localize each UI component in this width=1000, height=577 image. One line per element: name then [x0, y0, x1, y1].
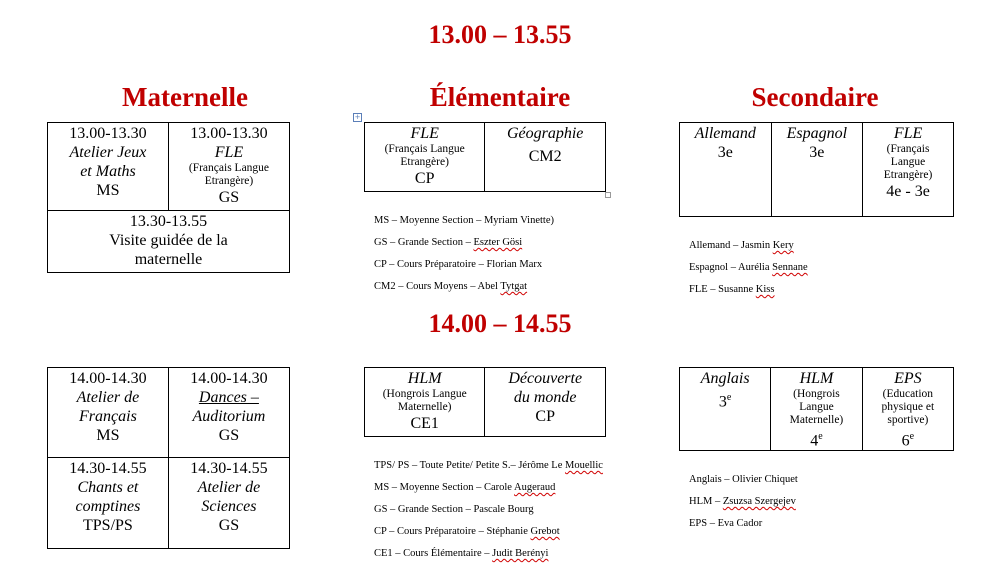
section-title-elementaire: Élémentaire	[429, 82, 571, 112]
secondaire-legend-1	[689, 240, 949, 306]
cell-espagnol: Espagnol 3e	[771, 123, 863, 217]
maternelle-table-2	[47, 367, 290, 549]
legend-item: MS – Moyenne Section – Carole Augeraud	[374, 482, 556, 493]
cell-allemand: Allemand 3e	[680, 123, 772, 217]
cell-anglais: Anglais 3e	[680, 368, 771, 451]
cell-chants: 14.30-14.55 Chants et comptines TPS/PS	[48, 458, 169, 549]
cell-geographie: Géographie CM2	[485, 123, 606, 192]
legend-item: Anglais – Olivier Chiquet	[689, 474, 798, 485]
legend-item: Espagnol – Aurélia Sennane	[689, 262, 808, 273]
cell-dances: 14.00-14.30 Dances – Auditorium GS	[168, 368, 289, 458]
legend-item: Allemand – Jasmin Kery	[689, 240, 794, 251]
legend-item: MS – Moyenne Section – Myriam Vinette)	[374, 215, 554, 226]
legend-item: CM2 – Cours Moyens – Abel Tytgat	[374, 281, 528, 292]
legend-item: CE1 – Cours Élémentaire – Judit Berényi	[374, 548, 549, 559]
time-heading-2: 14.00 – 14.55	[428, 309, 572, 338]
cell-fle-cp: FLE (Français Langue Etrangère) CP	[365, 123, 485, 192]
cell-fle-secondaire: FLE (Français Langue Etrangère) 4e - 3e	[863, 123, 954, 217]
cell-fle-gs: 13.00-13.30 FLE (Français Langue Etrangère) GS	[168, 123, 289, 211]
elementaire-table-2	[364, 367, 606, 437]
legend-item: FLE – Susanne Kiss	[689, 284, 775, 295]
cell-eps: EPS (Education physique et sportive) 6e	[862, 368, 953, 451]
cell-visite-guidee: 13.30-13.55 Visite guidée de la maternelle	[48, 211, 290, 273]
maternelle-table-1	[47, 122, 290, 273]
section-title-secondaire: Secondaire	[751, 82, 879, 112]
legend-item: CP – Cours Préparatoire – Florian Marx	[374, 259, 543, 270]
elementaire-legend-2	[374, 460, 644, 570]
elementaire-legend-1	[374, 215, 614, 303]
secondaire-table-2	[679, 367, 954, 451]
legend-item: TPS/ PS – Toute Petite/ Petite S.– Jérôme Le Mouellic	[374, 460, 603, 471]
legend-item: GS – Grande Section – Eszter Gösi	[374, 237, 523, 248]
table-move-handle-icon[interactable]: +	[354, 113, 361, 121]
legend-item: CP – Cours Préparatoire – Stéphanie Grebot	[374, 526, 560, 537]
cell-hlm-secondaire: HLM (Hongrois Langue Maternelle) 4e	[771, 368, 862, 451]
cell-hlm-ce1: HLM (Hongrois Langue Maternelle) CE1	[365, 368, 485, 437]
cell-decouverte: Découverte du monde CP	[485, 368, 606, 437]
legend-item: GS – Grande Section – Pascale Bourg	[374, 504, 534, 515]
secondaire-table-1	[679, 122, 954, 217]
time-heading-1: 13.00 – 13.55	[428, 20, 572, 49]
legend-item: EPS – Eva Cador	[689, 518, 763, 529]
cell-atelier-jeux: 13.00-13.30 Atelier Jeux et Maths MS	[48, 123, 169, 211]
elementaire-table-1	[364, 122, 606, 192]
cell-atelier-francais: 14.00-14.30 Atelier de Français MS	[48, 368, 169, 458]
section-title-maternelle: Maternelle	[122, 82, 248, 112]
table-resize-handle-icon[interactable]	[605, 192, 611, 198]
cell-atelier-sciences: 14.30-14.55 Atelier de Sciences GS	[168, 458, 289, 549]
secondaire-legend-2	[689, 474, 949, 540]
legend-item: HLM – Zsuzsa Szergejev	[689, 496, 796, 507]
